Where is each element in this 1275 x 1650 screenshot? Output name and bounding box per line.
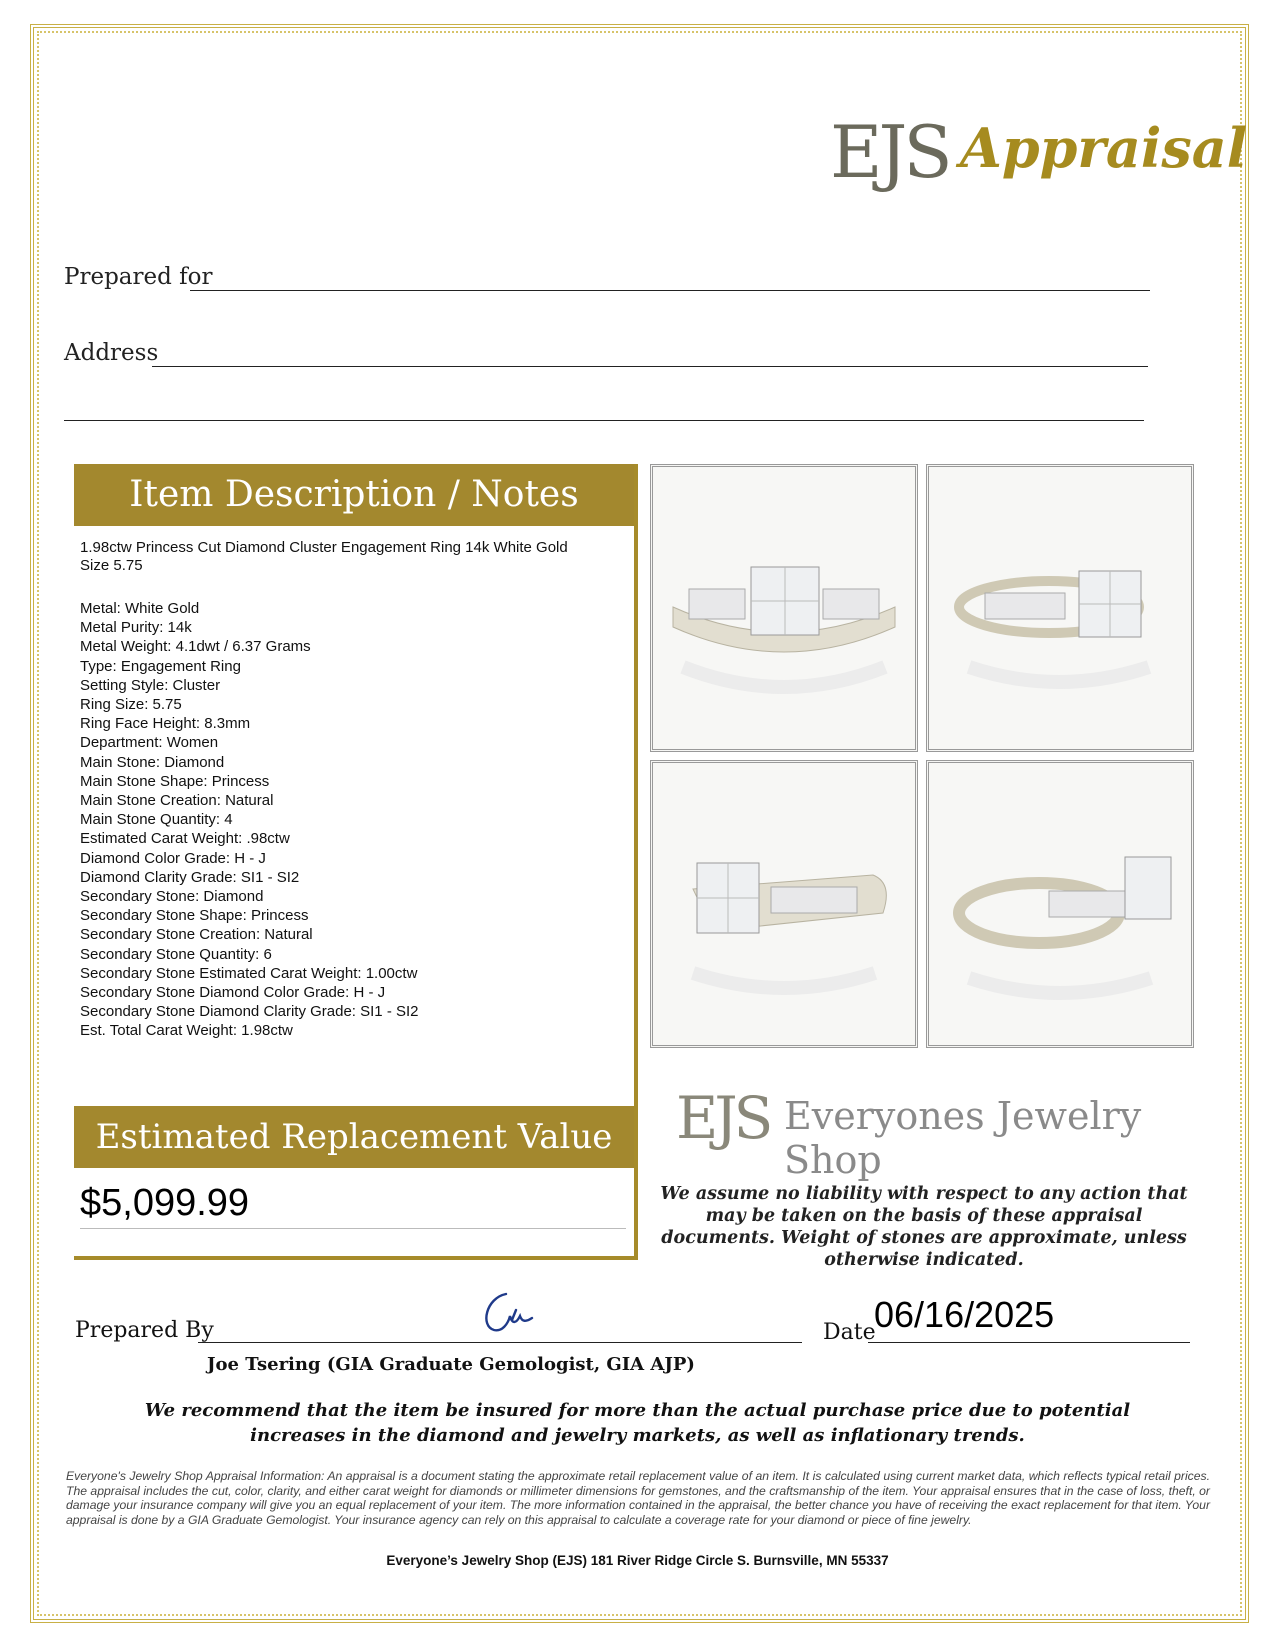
footer-address: Everyone’s Jewelry Shop (EJS) 181 River Ridge Circle S. Burnsville, MN 55337 (386, 1553, 889, 1568)
spec-item: Diamond Clarity Grade: SI1 - SI2 (80, 868, 300, 886)
spec-item: Main Stone: Diamond (80, 753, 225, 771)
spec-item: Estimated Carat Weight: .98ctw (80, 830, 290, 848)
spec-item: Metal Purity: 14k (80, 619, 192, 637)
prepared-by-line (198, 1342, 802, 1343)
item-description-panel (74, 464, 638, 1260)
prepared-for-line (190, 290, 1150, 291)
spec-item: Secondary Stone Shape: Princess (80, 907, 309, 925)
appraisal-logo (830, 110, 1248, 220)
item-specs-list (80, 599, 625, 1041)
prepared-by-label: Prepared By (75, 1318, 214, 1343)
spec-item: Main Stone Quantity: 4 (80, 811, 233, 829)
insurance-recommendation: We recommend that the item be insured for more than the actual purchase price due to potential increases in the diamond and jewelry markets, as well as inflationary trends. (144, 1400, 1131, 1446)
address-line-1 (152, 366, 1148, 367)
spec-item: Secondary Stone Diamond Color Grade: H - J (80, 984, 386, 1002)
spec-item: Type: Engagement Ring (80, 657, 241, 675)
spec-item: Secondary Stone Diamond Clarity Grade: SI1 - SI2 (80, 1003, 419, 1021)
shop-name: Everyones Jewelry Shop (784, 1094, 1142, 1182)
ejs-small-logo-mark: EJS (676, 1084, 770, 1152)
replacement-value-amount: $5,099.99 (80, 1182, 250, 1224)
spec-item: Department: Women (80, 734, 219, 752)
prepared-for-label: Prepared for (64, 264, 213, 290)
ring-photo-side (650, 760, 918, 1048)
replacement-value-header: Estimated Replacement Value (74, 1106, 634, 1168)
spec-item: Ring Size: 5.75 (80, 696, 182, 714)
date-line (868, 1342, 1190, 1343)
ejs-logo-mark: EJS (830, 110, 949, 194)
spec-item: Main Stone Creation: Natural (80, 792, 274, 810)
address-field (64, 340, 158, 366)
date-value: 06/16/2025 (874, 1294, 1055, 1335)
shop-logo (676, 1084, 1196, 1182)
item-description-header: Item Description / Notes (74, 464, 634, 526)
spec-item: Secondary Stone Estimated Carat Weight: 1.00ctw (80, 964, 418, 982)
spec-item: Secondary Stone Creation: Natural (80, 926, 313, 944)
prepared-for-field (64, 264, 213, 290)
item-title-line: 1.98ctw Princess Cut Diamond Cluster Engagement Ring 14k White Gold (80, 539, 568, 556)
value-underline (80, 1228, 626, 1229)
spec-item: Metal Weight: 4.1dwt / 6.37 Grams (80, 638, 311, 656)
spec-item: Diamond Color Grade: H - J (80, 849, 266, 867)
ring-photo-angle (926, 464, 1194, 752)
gemologist-name: Joe Tsering (GIA Graduate Gemologist, GIA AJP) (207, 1354, 695, 1375)
spec-item: Metal: White Gold (80, 600, 200, 617)
spec-item: Main Stone Shape: Princess (80, 772, 270, 790)
address-label: Address (64, 340, 159, 366)
spec-item: Secondary Stone: Diamond (80, 888, 264, 906)
appraisal-title: Appraisal (960, 116, 1248, 180)
ring-photo-back (926, 760, 1194, 1048)
signature (476, 1290, 540, 1338)
item-title (80, 539, 625, 575)
ring-photo-front (650, 464, 918, 752)
item-size-line: Size 5.75 (80, 557, 143, 574)
address-line-2 (64, 420, 1144, 421)
spec-item: Est. Total Carat Weight: 1.98ctw (80, 1022, 293, 1040)
appraisal-fine-print: Everyone's Jewelry Shop Appraisal Information: An appraisal is a document stating the approximate retail replacement value of an item. It is calculated using current market data, which reflects typical retail prices. The appraisal includes the cut, color, clarity, and either carat weight for diamonds or millimeter dimensions for gemstones, and the craftsmanship of the item. Your appraisal ensures that in the case of loss, theft, or damage your insurance company will give you an equal replacement of your item. The more information contained in the appraisal, the better chance you have of receiving the exact replacement for that item. Your appraisal is done by a GIA Graduate Gemologist. Your insurance agency can rely on this appraisal to calculate a coverage rate for your diamond or piece of fine jewelry. (66, 1469, 1211, 1527)
spec-item: Secondary Stone Quantity: 6 (80, 945, 272, 963)
liability-disclaimer: We assume no liability with respect to any action that may be taken on the basis of these appraisal documents. Weight of stones are approximate, unless otherwise indicated. (660, 1184, 1188, 1270)
date-label: Date (823, 1320, 876, 1345)
spec-item: Ring Face Height: 8.3mm (80, 715, 251, 733)
spec-item: Setting Style: Cluster (80, 676, 221, 694)
